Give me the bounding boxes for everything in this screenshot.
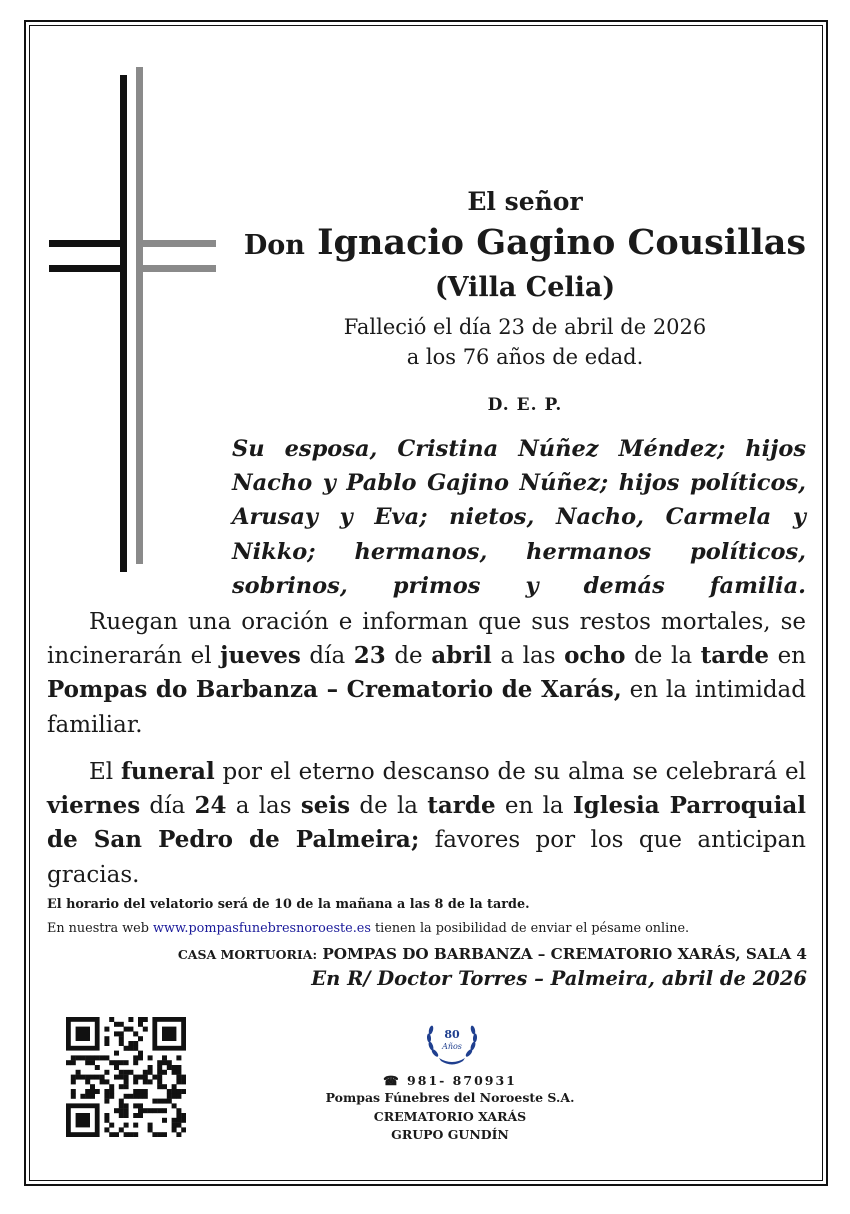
phone-icon: ☎ <box>383 1073 401 1088</box>
casa-value: POMPAS DO BARBANZA – CREMATORIO XARÁS, SALA 4 <box>317 945 807 963</box>
phone-number: 981- 870931 <box>407 1073 517 1088</box>
location-date: En R/ Doctor Torres – Palmeira, abril de 2026 <box>311 967 807 990</box>
website-link[interactable]: www.pompasfunebresnoroeste.es <box>153 921 371 936</box>
deceased-alias: (Villa Celia) <box>434 272 616 303</box>
honorific: Don <box>243 230 305 261</box>
casa-label: CASA MORTUORIA: <box>177 947 318 962</box>
title-prefix: El señor <box>467 187 583 216</box>
death-date: Falleció el día 23 de abril de 2026 <box>343 315 707 339</box>
wake-hours: El horario del velatorio será de 10 de la mañana a las 8 de la tarde. <box>47 897 530 912</box>
logo-word: Años <box>442 1042 462 1051</box>
qr-code-icon[interactable] <box>66 1017 186 1137</box>
funeral-home-line <box>47 945 807 963</box>
age-at-death: a los 76 años de edad. <box>406 345 644 369</box>
anniversary-logo <box>423 1012 481 1070</box>
crematorio-name: CREMATORIO XARÁS <box>373 1109 527 1124</box>
phone-line <box>300 1073 600 1088</box>
deceased-name: Ignacio Gagino Cousillas <box>317 222 807 263</box>
funeral-paragraph: El funeral por el eterno descanso de su alma se celebrará el viernes día 24 a las seis de la tarde en la Iglesia Parroquial de San Pedro de Palmeira; favores por los que anticipan gracias. <box>47 758 806 888</box>
company-name: Pompas Fúnebres del Noroeste S.A. <box>325 1090 575 1105</box>
dep-text: D. E. P. <box>487 395 563 415</box>
logo-number: 80 <box>444 1028 460 1041</box>
family-list: Su esposa, Cristina Núñez Méndez; hijos Nacho y Pablo Gajino Núñez; hijos políticos, Arusay y Eva; nietos, Nacho, Carmela y Nikko; hermanos, hermanos políticos, sobrinos, primos y demás familia. <box>232 436 806 599</box>
cremation-paragraph: Ruegan una oración e informan que sus restos mortales, se incinerarán el jueves día 23 de abril a las ocho de la tarde en Pompas do Barbanza – Crematorio de Xarás, en la intimidad familiar. <box>47 609 806 738</box>
deceased-name-line <box>230 222 820 263</box>
web-notice: En nuestra web www.pompasfunebresnoroeste.es tienen la posibilidad de enviar el pésame online. <box>47 921 690 936</box>
grupo-name: GRUPO GUNDÍN <box>391 1127 509 1142</box>
